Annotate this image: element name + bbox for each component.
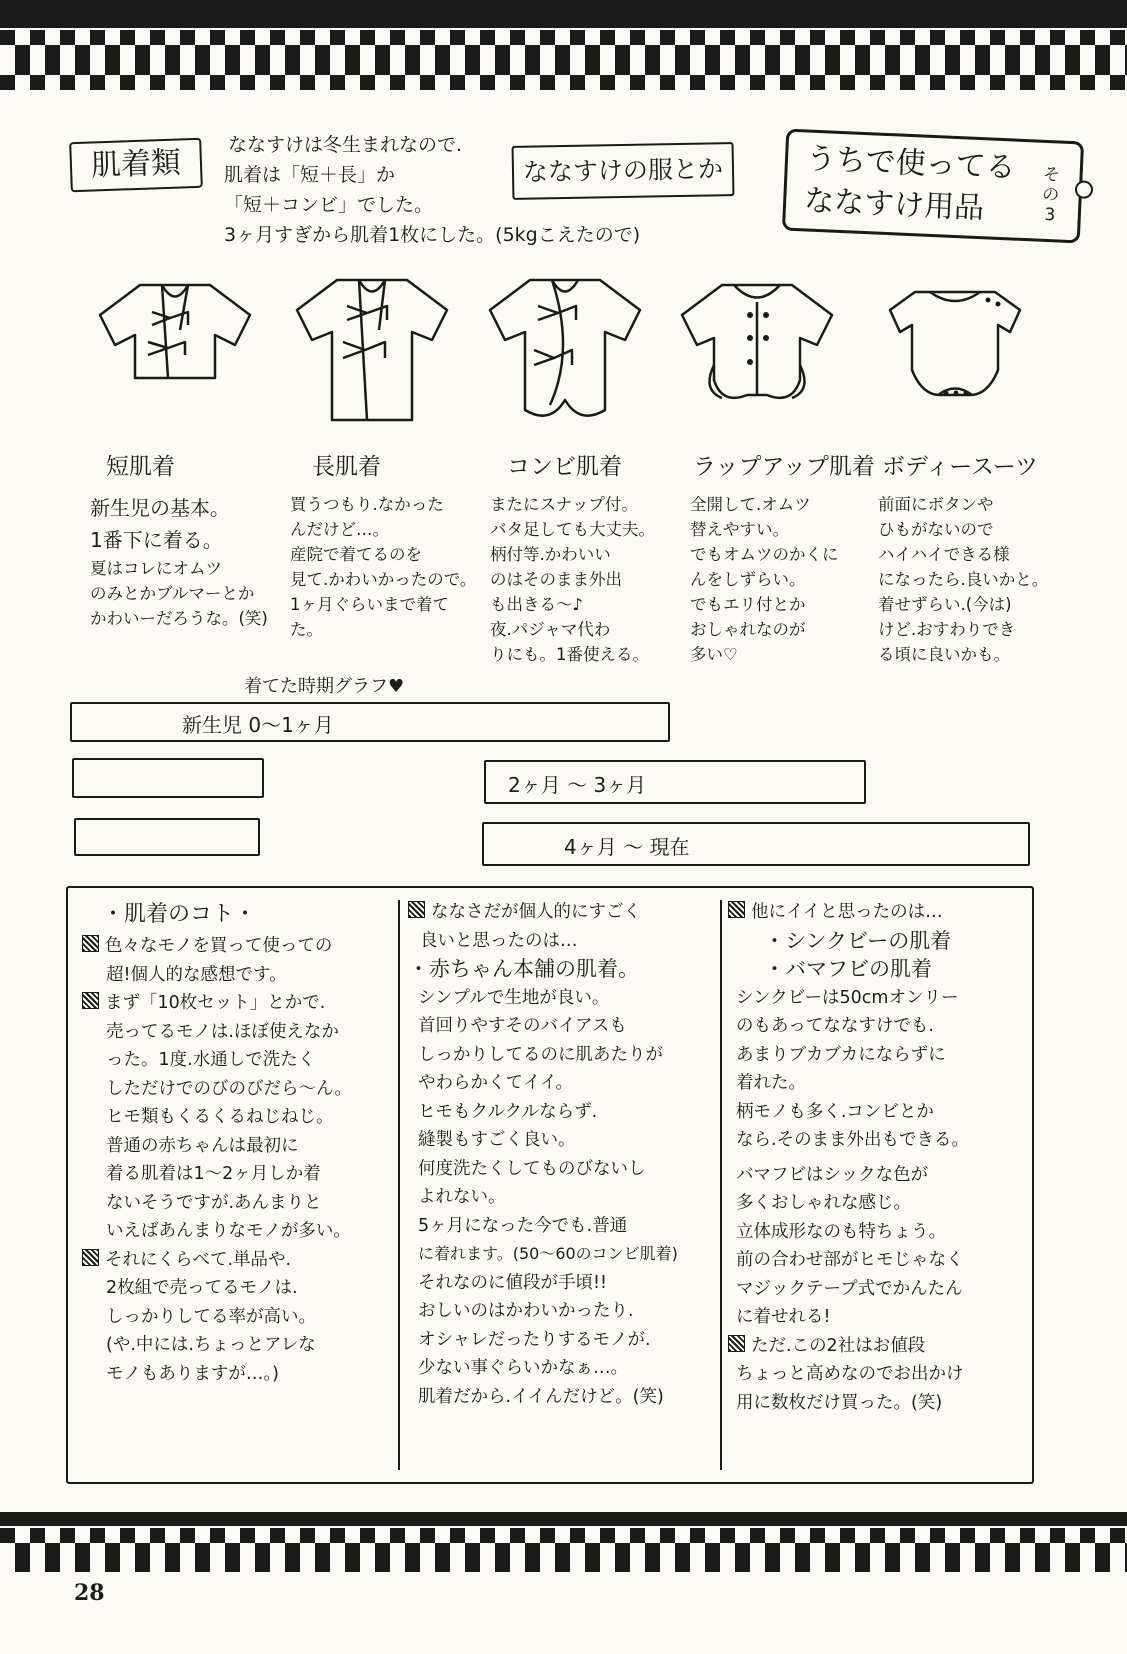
description-line: でもオムツのかくに — [690, 545, 839, 564]
description-line: 夜.パジャマ代わ — [490, 620, 611, 639]
note-line: それにくらべて.単品や. — [105, 1249, 292, 1270]
note-line: シンプルで生地が良い。 — [418, 987, 610, 1008]
note-line: 2枚組で売ってるモノは. — [106, 1278, 298, 1298]
note-line: 少ない事ぐらいかなぁ…。 — [418, 1358, 628, 1378]
note-line: 超!個人的な感想です。 — [106, 964, 287, 985]
note-line: よれない。 — [418, 1187, 506, 1207]
garment-name-wrap-up: ラップアップ肌着 — [693, 454, 875, 480]
page-title — [803, 138, 1016, 231]
notes-heading: ・肌着のコト・ — [102, 902, 257, 927]
description-line: 買うつもり.なかった — [290, 495, 444, 514]
intro-line: 3ヶ月すぎから肌着1枚にした。(5kgこえたので) — [224, 224, 641, 246]
clothes-section-tag: ななすけの服とか — [512, 142, 735, 200]
notes-subheading: ・バマフビの肌着 — [764, 957, 932, 981]
note-line: しっかりしてるのに肌あたりが — [418, 1044, 663, 1065]
note-bullet-icon — [728, 1335, 745, 1352]
note-line: に着れます。(50～60のコンビ肌着) — [418, 1244, 678, 1263]
description-line: けど.おすわりでき — [878, 620, 1016, 639]
note-line: 前の合わせ部がヒモじゃなく — [736, 1250, 964, 1270]
note-line: 多くおしゃれな感じ。 — [736, 1193, 911, 1213]
note-line: オシャレだったりするモノが. — [418, 1329, 651, 1350]
garment-description-short — [90, 492, 275, 631]
notes-subheading: ・赤ちゃん本舗の肌着。 — [408, 957, 639, 981]
notes-column-3 — [728, 898, 1024, 1417]
short-undershirt-drawing-icon — [90, 270, 260, 430]
description-line: になったら.良いかと。 — [878, 570, 1049, 589]
long-undershirt-drawing-icon — [287, 270, 457, 430]
bottom-checker-band — [0, 1528, 1127, 1558]
description-line: 夏はコレにオムツ — [90, 559, 222, 578]
top-checker-band-2 — [0, 60, 1127, 90]
note-bullet-icon — [728, 901, 745, 918]
note-bullet-icon — [82, 1249, 99, 1266]
description-line: おしゃれなのが — [690, 620, 806, 639]
period-bar-label: 4ヶ月 ～ 現在 — [564, 835, 690, 859]
page-title-line: うちで使ってる — [805, 141, 1017, 186]
garment-name-long: 長肌着 — [312, 454, 381, 480]
description-line: のはそのまま外出 — [490, 570, 622, 589]
description-line: 柄付等.かわいい — [490, 545, 611, 564]
description-line: 多い♡ — [690, 645, 738, 664]
garment-name-combination: コンビ肌着 — [507, 454, 622, 480]
bottom-checker-band-2 — [0, 1558, 1127, 1572]
note-bullet-icon — [408, 901, 425, 918]
intro-line: 肌着は「短＋長」か — [224, 164, 396, 186]
note-line: 良いと思ったのは… — [420, 930, 578, 951]
note-line: まず「10枚セット」とかで. — [105, 993, 326, 1013]
note-line: ヒモ類もくるくるねじねじ。 — [106, 1107, 334, 1127]
description-line: 1ヶ月ぐらいまで着てた。 — [290, 595, 449, 639]
period-bar-label: 2ヶ月 ～ 3ヶ月 — [508, 773, 647, 797]
description-line: 新生児の基本。 — [90, 496, 230, 520]
description-line: 替えやすい。 — [690, 520, 789, 539]
note-line: 他にイイと思ったのは… — [751, 902, 943, 922]
garment-name-short: 短肌着 — [106, 454, 175, 480]
period-bar-short-blank — [72, 758, 264, 798]
period-bar-label: 新生児 0～1ヶ月 — [182, 713, 334, 737]
description-line: 着せずらい.(今は) — [878, 595, 1012, 614]
page-title-volume: その3 — [1041, 164, 1061, 226]
note-line: 着れた。 — [736, 1073, 806, 1093]
description-line: かわいーだろうな。(笑) — [90, 609, 268, 628]
period-bar-2-3-months — [484, 760, 866, 804]
period-bar-short-blank-2 — [74, 818, 260, 856]
note-line: 5ヶ月になった今でも.普通 — [418, 1215, 628, 1236]
description-line: バタ足しても大丈夫。 — [490, 520, 655, 539]
combination-undershirt-drawing-icon — [480, 270, 650, 430]
garment-description-combination — [490, 492, 670, 667]
garment-description-long — [290, 492, 480, 642]
garment-name-bodysuit: ボディースーツ — [882, 454, 1038, 480]
period-graph-title: 着てた時期グラフ♥ — [244, 676, 405, 697]
note-line: マジックテープ式でかんたん — [736, 1278, 963, 1299]
description-line: ハイハイできる様 — [878, 545, 1010, 564]
note-line: やわらかくてイイ。 — [418, 1073, 574, 1093]
note-line: 普通の赤ちゃんは最初に — [106, 1135, 299, 1156]
description-line: も出きる～♪ — [490, 595, 584, 614]
intro-line: 「短＋コンビ」でした。 — [224, 194, 434, 216]
note-line: しただけでのびのびだら～ん。 — [106, 1078, 353, 1099]
note-line: 縫製もすごく良い。 — [418, 1130, 576, 1150]
note-line: ヒモもクルクルならず. — [418, 1101, 598, 1122]
notes-subheading: ・シンクビーの肌着 — [764, 928, 952, 953]
note-line: ちょっと高めなのでお出かけ — [736, 1364, 964, 1384]
description-line: ひもがないので — [878, 520, 994, 539]
note-line: 用に数枚だけ買った。(笑) — [736, 1392, 943, 1413]
note-line: 柄モノも多く.コンビとか — [736, 1101, 934, 1122]
wrap-up-undershirt-drawing-icon — [672, 270, 842, 430]
tag-hole-icon — [1075, 180, 1094, 199]
description-line: 全開して.オムツ — [690, 495, 811, 514]
note-line: 立体成形なのも特ちょう。 — [736, 1221, 946, 1242]
notes-column-1 — [82, 898, 394, 1388]
note-line: 首回りやすそのバイアスも — [418, 1016, 627, 1036]
note-bullet-icon — [82, 992, 99, 1009]
note-line: (や.中には.ちょっとアレな — [106, 1335, 316, 1355]
garment-description-bodysuit — [878, 492, 1063, 667]
underwear-category-tag: 肌着類 — [69, 138, 203, 193]
bodysuit-drawing-icon — [870, 270, 1040, 430]
note-line: に着せれる! — [736, 1307, 831, 1327]
note-line: バマフビはシックな色が — [736, 1164, 929, 1185]
column-divider — [720, 900, 722, 1470]
bottom-border-bar — [0, 1512, 1127, 1526]
note-line: ただ.この2社はお値段 — [751, 1335, 926, 1356]
note-line: った。1度.水通しで洗たく — [106, 1050, 316, 1070]
garment-description-wrap-up — [690, 492, 870, 667]
intro-line: ななすけは冬生まれなので. — [228, 134, 463, 156]
description-line: る頃に良いかも。 — [878, 645, 1010, 664]
column-divider — [398, 900, 400, 1470]
note-line: 肌着だから.イイんだけど。(笑) — [418, 1386, 664, 1407]
note-line: シンクビーは50cmオンリー — [736, 987, 959, 1008]
description-line: 前面にボタンや — [878, 495, 994, 514]
note-line: 着る肌着は1～2ヶ月しか着 — [106, 1164, 321, 1184]
note-line: 売ってるモノは.ほぼ使えなか — [106, 1021, 339, 1042]
top-border-bar — [0, 0, 1127, 28]
note-line: ななさだが個人的にすごく — [431, 902, 641, 922]
description-line: りにも。1番使える。 — [490, 645, 649, 664]
note-line: 色々なモノを買って使っての — [105, 936, 333, 956]
period-bar-newborn — [70, 702, 670, 742]
top-checker-band — [0, 30, 1127, 60]
description-line: 1番下に着る。 — [90, 528, 223, 552]
note-line: あまりブカブカにならずに — [736, 1044, 946, 1065]
note-line: なら.そのまま外出もできる。 — [736, 1130, 970, 1150]
note-line: おしいのはかわいかったり. — [418, 1301, 634, 1321]
note-line: 何度洗たくしてものびないし — [418, 1158, 646, 1179]
notes-column-2 — [408, 898, 714, 1411]
note-line: それなのに値段が手頃!! — [418, 1272, 608, 1293]
note-bullet-icon — [82, 935, 99, 952]
note-line: のもあってななすけでも. — [736, 1016, 934, 1036]
note-line: しっかりしてる率が高い。 — [106, 1306, 316, 1327]
description-line: 見て.かわいかったので。 — [290, 570, 477, 589]
note-line: いえばあんまりなモノが多い。 — [106, 1221, 351, 1241]
page-number: 28 — [74, 1580, 105, 1606]
note-line: モノもありますが…。) — [106, 1363, 279, 1384]
note-line: ないそうですが.あんまりと — [106, 1192, 322, 1213]
description-line: んをしずらい。 — [690, 570, 806, 589]
description-line: 産院で着てるのを — [290, 545, 422, 564]
description-line: のみとかブルマーとか — [90, 584, 255, 603]
page-title-line: ななすけ用品 — [803, 183, 985, 227]
description-line: またにスナップ付。 — [490, 495, 638, 514]
description-line: でもエリ付とか — [690, 595, 806, 614]
page-title-plate — [782, 129, 1084, 244]
description-line: んだけど…。 — [290, 520, 389, 539]
period-bar-4-months-now — [482, 822, 1030, 866]
